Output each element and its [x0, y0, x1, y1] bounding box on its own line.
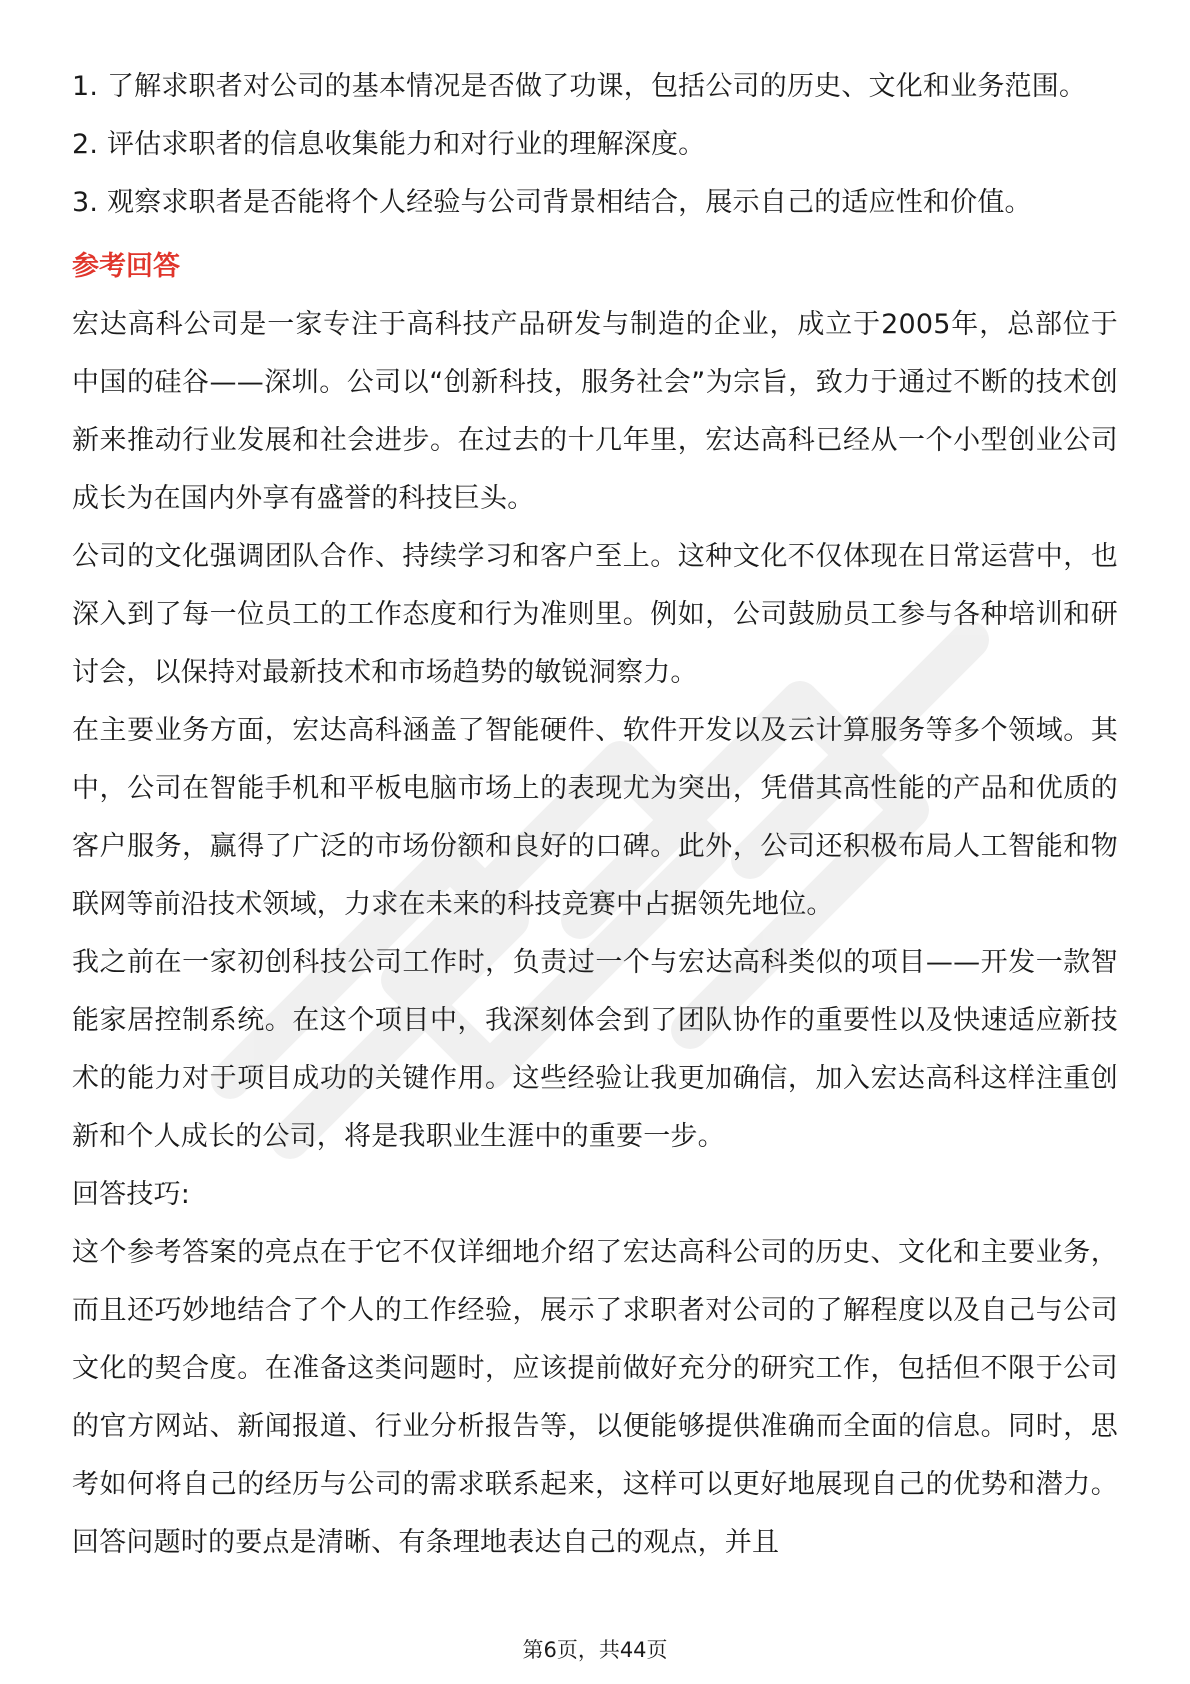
document-body: [72, 58, 1118, 1572]
reference-heading: 参考回答: [72, 251, 180, 282]
intent-item-1: 1. 了解求职者对公司的基本情况是否做了功课，包括公司的历史、文化和业务范围。: [72, 71, 1087, 102]
reference-paragraph-2: 公司的文化强调团队合作、持续学习和客户至上。这种文化不仅体现在日常运营中，也深入到了每一位员工的工作态度和行为准则里。例如，公司鼓励员工参与各种培训和研讨会，以保持对最新技术和市场趋势的敏锐洞察力。: [72, 541, 1118, 688]
intent-item-2: 2. 评估求职者的信息收集能力和对行业的理解深度。: [72, 129, 706, 160]
reference-paragraph-3: 在主要业务方面，宏达高科涵盖了智能硬件、软件开发以及云计算服务等多个领域。其中，公司在智能手机和平板电脑市场上的表现尤为突出，凭借其高性能的产品和优质的客户服务，赢得了广泛的市场份额和良好的口碑。此外，公司还积极布局人工智能和物联网等前沿技术领域，力求在未来的科技竞赛中占据领先地位。: [72, 715, 1118, 920]
tips-label: 回答技巧:: [72, 1179, 191, 1210]
tips-paragraph: 这个参考答案的亮点在于它不仅详细地介绍了宏达高科公司的历史、文化和主要业务，而且还巧妙地结合了个人的工作经验，展示了求职者对公司的了解程度以及自己与公司文化的契合度。在准备这类问题时，应该提前做好充分的研究工作，包括但不限于公司的官方网站、新闻报道、行业分析报告等，以便能够提供准确而全面的信息。同时，思考如何将自己的经历与公司的需求联系起来，这样可以更好地展现自己的优势和潜力。回答问题时的要点是清晰、有条理地表达自己的观点，并且: [72, 1237, 1118, 1558]
intent-item-3: 3. 观察求职者是否能将个人经验与公司背景相结合，展示自己的适应性和价值。: [72, 187, 1032, 218]
reference-paragraph-4: 我之前在一家初创科技公司工作时，负责过一个与宏达高科类似的项目——开发一款智能家居控制系统。在这个项目中，我深刻体会到了团队协作的重要性以及快速适应新技术的能力对于项目成功的关键作用。这些经验让我更加确信，加入宏达高科这样注重创新和个人成长的公司，将是我职业生涯中的重要一步。: [72, 947, 1118, 1152]
reference-paragraph-1: 宏达高科公司是一家专注于高科技产品研发与制造的企业，成立于2005年，总部位于中国的硅谷——深圳。公司以“创新科技，服务社会”为宗旨，致力于通过不断的技术创新来推动行业发展和社会进步。在过去的十几年里，宏达高科已经从一个小型创业公司成长为在国内外享有盛誉的科技巨头。: [72, 309, 1118, 514]
page-number: 第6页，共44页: [522, 1638, 668, 1662]
